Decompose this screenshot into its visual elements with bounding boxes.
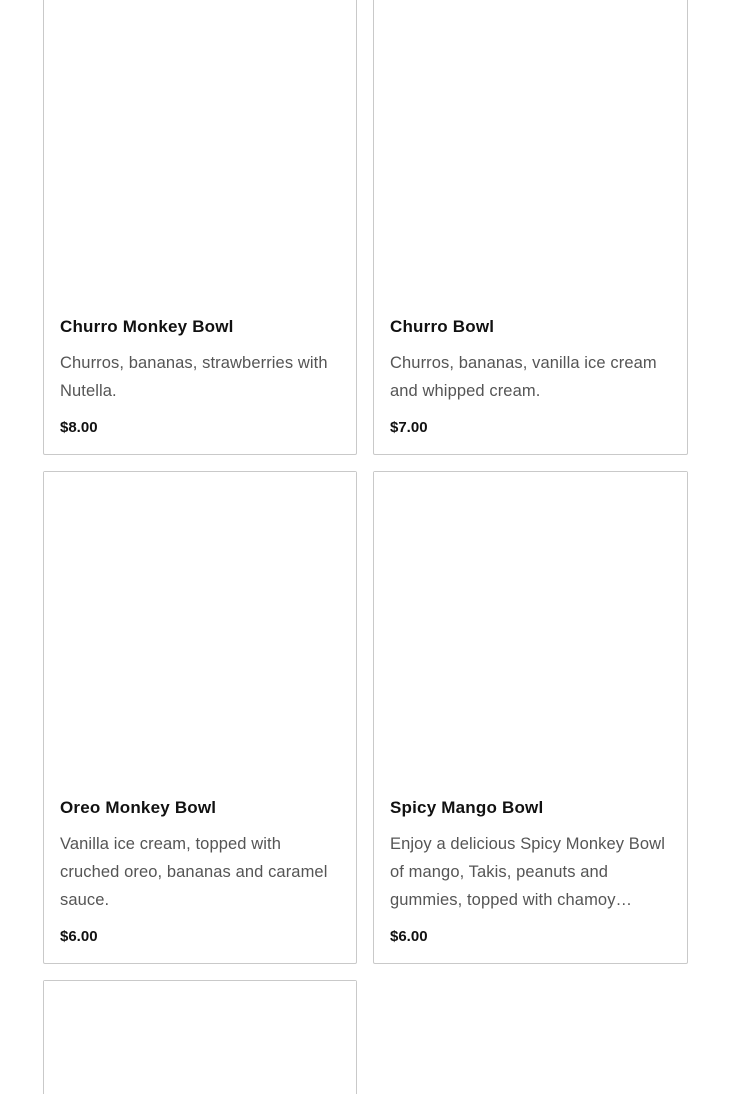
menu-item-price: $8.00 (60, 419, 98, 436)
menu-item-card[interactable] (43, 471, 357, 964)
menu-item-card[interactable] (43, 0, 357, 455)
menu-item-description: Vanilla ice cream, topped with cruched oreo, bananas and caramel sauce. (60, 835, 328, 909)
menu-item-card[interactable] (43, 980, 357, 1094)
menu-item-description: Churros, bananas, strawberries with Nutella. (60, 354, 328, 400)
menu-item-name: Oreo Monkey Bowl (60, 798, 217, 817)
menu-item-description: Enjoy a delicious Spicy Monkey Bowl of mango, Takis, peanuts and gummies, topped with chamoy… (390, 835, 665, 909)
menu-item-price: $6.00 (60, 928, 98, 945)
menu-item-name: Churro Bowl (390, 317, 495, 336)
menu-item-price: $7.00 (390, 419, 428, 436)
menu-item-price: $6.00 (390, 928, 428, 945)
menu-item-name: Churro Monkey Bowl (60, 317, 234, 336)
menu-item-description: Churros, bananas, vanilla ice cream and whipped cream. (390, 354, 657, 400)
menu-item-image (374, 0, 687, 291)
menu-item-card[interactable] (373, 471, 688, 964)
menu-item-name: Spicy Mango Bowl (390, 798, 544, 817)
menu-item-image (44, 0, 356, 291)
menu-item-image (374, 472, 687, 772)
menu-item-image (44, 981, 356, 1094)
menu-item-image (44, 472, 356, 772)
menu-item-card[interactable] (373, 0, 688, 455)
